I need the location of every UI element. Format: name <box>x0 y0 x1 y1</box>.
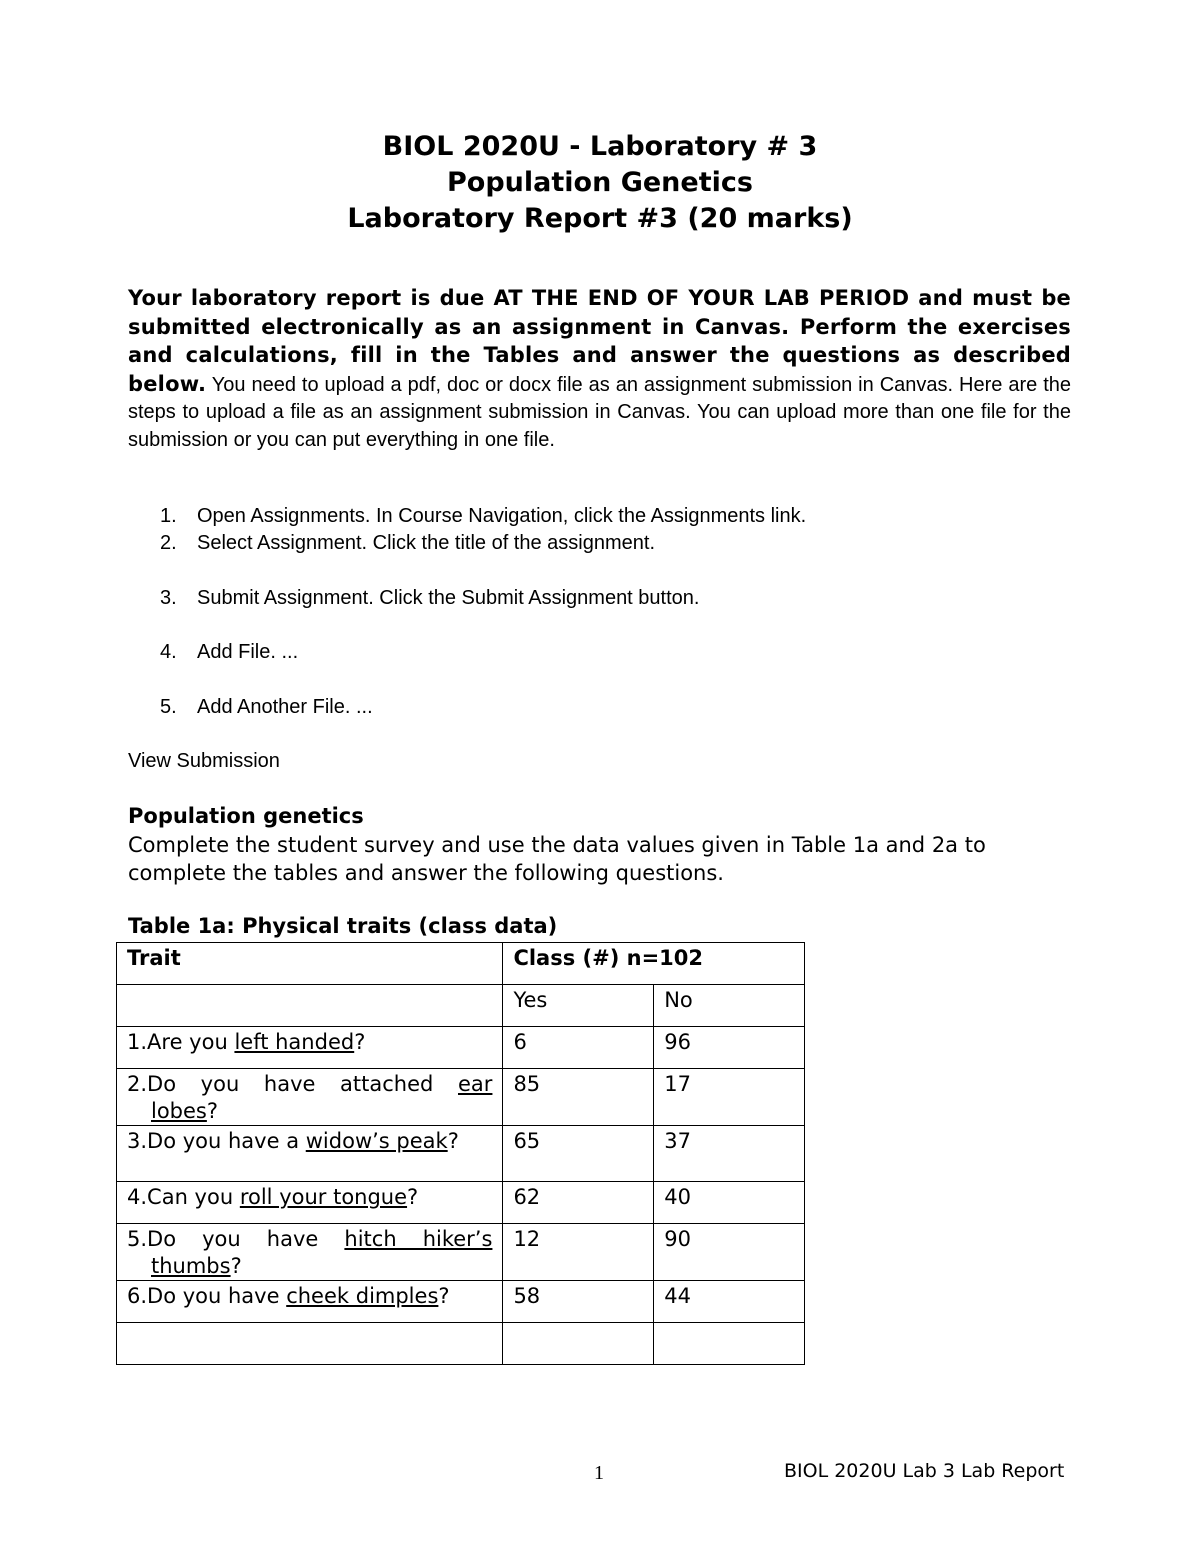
table-row <box>117 1126 805 1182</box>
intro-paragraph <box>128 285 1071 454</box>
page-footer: BIOL 2020U Lab 3 Lab Report <box>784 1460 1065 1482</box>
trait-prefix: 3.Do you have a <box>127 1129 306 1153</box>
table-subheader-row <box>117 985 805 1027</box>
trait-underlined: ear lobes <box>151 1072 493 1123</box>
table-cell-empty <box>503 1323 654 1365</box>
table-caption: Table 1a: Physical traits (class data) <box>128 914 558 938</box>
document-title-line-1: BIOL 2020U - Laboratory # 3 <box>382 131 818 162</box>
trait-cell <box>117 1069 503 1126</box>
column-header-class: Class (#) n=102 <box>503 943 805 985</box>
trait-suffix: ? <box>447 1129 459 1153</box>
trait-suffix: ? <box>206 1099 219 1123</box>
trait-cell <box>117 1182 503 1224</box>
trait-prefix: 6.Do you have <box>127 1284 287 1308</box>
section-heading: Population genetics <box>128 804 364 828</box>
yes-count: 62 <box>503 1182 654 1224</box>
yes-count: 85 <box>503 1069 654 1126</box>
trait-prefix: 4.Can you <box>127 1185 240 1209</box>
trait-suffix: ? <box>354 1030 366 1054</box>
list-item <box>160 587 699 610</box>
trait-prefix: 5.Do you have <box>127 1227 345 1251</box>
table-row <box>117 1281 805 1323</box>
trait-underlined: left handed <box>234 1030 355 1054</box>
table-row <box>117 1182 805 1224</box>
trait-cell <box>117 1027 503 1069</box>
step-text: Open Assignments. In Course Navigation, click the Assignments link. <box>197 505 807 527</box>
step-number: 2. <box>160 532 177 554</box>
section-body: Complete the student survey and use the data values given in Table 1a and 2a to complete the tables and answer the following questions. <box>128 833 986 885</box>
column-header-yes: Yes <box>503 985 654 1027</box>
yes-count: 58 <box>503 1281 654 1323</box>
step-number: 4. <box>160 641 177 663</box>
trait-underlined: widow’s peak <box>305 1129 448 1153</box>
step-text: Select Assignment. Click the title of the assignment. <box>197 532 655 554</box>
trait-cell <box>117 1126 503 1182</box>
table-header-row <box>117 943 805 985</box>
column-header-no: No <box>654 985 805 1027</box>
trait-underlined: cheek dimples <box>286 1284 439 1308</box>
trait-suffix: ? <box>438 1284 450 1308</box>
table-cell-empty <box>117 1323 503 1365</box>
document-title-line-3: Laboratory Report #3 (20 marks) <box>347 203 853 234</box>
document-title-line-2: Population Genetics <box>447 167 753 198</box>
step-number: 5. <box>160 696 177 718</box>
trait-suffix: ? <box>230 1254 242 1278</box>
trait-cell <box>117 1281 503 1323</box>
list-item <box>160 641 298 664</box>
step-text: Add File. ... <box>197 641 299 663</box>
table-row <box>117 1224 805 1281</box>
no-count: 96 <box>654 1027 805 1069</box>
page-number: 1 <box>594 1462 604 1484</box>
no-count: 17 <box>654 1069 805 1126</box>
trait-cell <box>117 1224 503 1281</box>
table-cell-empty <box>654 1323 805 1365</box>
table-row <box>117 1069 805 1126</box>
no-count: 44 <box>654 1281 805 1323</box>
table-row-empty <box>117 1323 805 1365</box>
trait-prefix: 1.Are you <box>127 1030 235 1054</box>
yes-count: 6 <box>503 1027 654 1069</box>
no-count: 90 <box>654 1224 805 1281</box>
trait-underlined: roll your tongue <box>239 1185 408 1209</box>
list-item <box>160 532 655 555</box>
trait-prefix: 2.Do you have attached <box>127 1072 458 1096</box>
intro-bold-text: Your laboratory report is due AT THE END OF YOUR LAB PERIOD and must be submitted electronically as an assignment in Canvas. Perform the exercises and calculations, fill in the Tables and answer the questions as described below. <box>128 286 1071 396</box>
trait-underlined: hitch hiker’s thumbs <box>151 1227 493 1278</box>
step-text: Add Another File. ... <box>197 696 373 718</box>
intro-normal-text: You need to upload a pdf, doc or docx file as an assignment submission in Canvas. Here are the steps to upload a file as an assignment submission in Canvas. You can upload more than one file for the submission or you can put everything in one file. <box>128 373 1071 451</box>
yes-count: 12 <box>503 1224 654 1281</box>
step-number: 1. <box>160 505 177 527</box>
trait-suffix: ? <box>407 1185 419 1209</box>
step-text: Submit Assignment. Click the Submit Assignment button. <box>197 587 700 609</box>
list-item <box>160 696 373 719</box>
list-item <box>160 505 806 528</box>
step-number: 3. <box>160 587 177 609</box>
column-header-trait: Trait <box>117 943 503 985</box>
view-submission-text: View Submission <box>128 750 280 772</box>
yes-count: 65 <box>503 1126 654 1182</box>
table-row <box>117 1027 805 1069</box>
traits-table <box>116 942 805 1365</box>
table-cell-empty <box>117 985 503 1027</box>
no-count: 40 <box>654 1182 805 1224</box>
no-count: 37 <box>654 1126 805 1182</box>
